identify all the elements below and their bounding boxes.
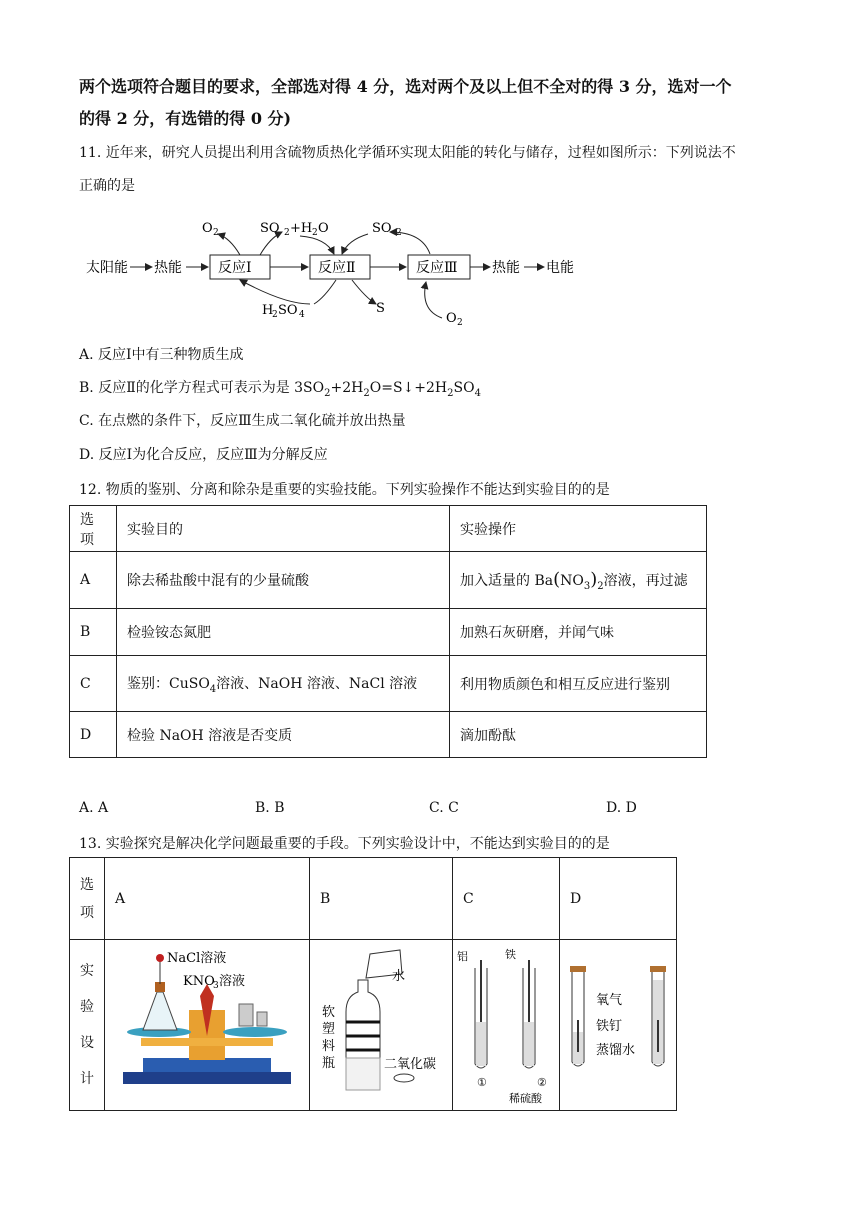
aluminum-label: 铝 — [457, 950, 468, 963]
figure-a-balance — [105, 940, 309, 1106]
q11-stem-line-2: 正确的是 — [79, 178, 135, 194]
svg-text:②: ② — [537, 1076, 547, 1089]
header-operation: 实验操作 — [450, 506, 707, 552]
h2so4-label: H — [262, 303, 274, 318]
q12-stem: 12. 物质的鉴别、分离和除杂是重要的实验技能。下列实验操作不能达到实验目的的是 — [79, 482, 610, 498]
solar-energy-label: 太阳能 — [86, 260, 128, 276]
figure-b-bottle — [310, 940, 452, 1106]
q11-cycle-diagram — [70, 210, 600, 330]
water-label: 水 — [392, 969, 406, 984]
q11-option-c: C. 在点燃的条件下，反应Ⅲ生成二氧化硫并放出热量 — [79, 413, 406, 429]
svg-text:2: 2 — [284, 228, 290, 238]
iron-label: 铁 — [505, 948, 516, 961]
instruction-line-1: 两个选项符合题目的要求，全部选对得 4 分，选对两个及以上但不全对的得 3 分，选对一个 — [79, 77, 732, 96]
heat-energy-label-1: 热能 — [154, 260, 182, 276]
q12-answer-c: C. C — [429, 800, 459, 816]
table-row: A 除去稀盐酸中混有的少量硫酸 加入适量的 $Ba(NO_3)_2$溶液，再过滤 — [70, 552, 707, 609]
table-row: B 检验铵态氮肥 加熟石灰研磨，并闻气味 — [70, 609, 707, 656]
svg-text:+H: +H — [290, 221, 313, 236]
table-row: 实 验 设 计 NaCl溶液 KNO 3 溶液 水 软 塑 料 瓶 二氧化碳 铝 铁 ① ② 稀硫酸 氧气 铁钉 蒸馏水 — [70, 940, 677, 1111]
q11-option-b: B. 反应Ⅱ的化学方程式可表示为是 $3SO_2+2H_2O=S↓+2H_2SO_4$ — [79, 380, 481, 399]
svg-text:瓶: 瓶 — [322, 1056, 336, 1071]
svg-text:2: 2 — [213, 228, 219, 238]
q12-answer-b: B. B — [255, 800, 285, 816]
q12-answer-d: D. D — [606, 800, 637, 816]
so2-h2o-top-label: SO — [260, 221, 280, 236]
table-header-row — [70, 506, 707, 552]
q11-option-a: A. 反应Ⅰ中有三种物质生成 — [79, 347, 244, 363]
svg-text:2: 2 — [272, 310, 278, 320]
sulfur-label: S — [376, 301, 385, 316]
o2-bottom-label: O — [446, 311, 457, 326]
svg-text:3: 3 — [213, 981, 219, 991]
reaction-3-label: 反应Ⅲ — [416, 260, 458, 276]
svg-text:软: 软 — [322, 1005, 336, 1020]
header-option: 选项 — [70, 506, 117, 552]
table-row: D 检验 NaOH 溶液是否变质 滴加酚酞 — [70, 712, 707, 758]
svg-text:①: ① — [477, 1076, 487, 1089]
svg-text:SO: SO — [278, 303, 298, 318]
so2-top-right-label: SO — [372, 221, 392, 236]
svg-text:O: O — [318, 221, 329, 236]
q13-table — [69, 857, 677, 1111]
svg-text:4: 4 — [299, 310, 305, 320]
q12-answer-a: A. A — [79, 800, 109, 816]
table-row: C 鉴别：CuSO$_4$溶液、NaOH 溶液、NaCl 溶液 利用物质颜色和相互反应进行鉴别 — [70, 656, 707, 712]
svg-text:2: 2 — [457, 318, 463, 328]
heat-energy-label-2: 热能 — [492, 260, 520, 276]
q13-stem: 13. 实验探究是解决化学问题最重要的手段。下列实验设计中，不能达到实验目的的是 — [79, 836, 610, 852]
q12-table — [69, 505, 707, 758]
oxygen-label: 氧气 — [596, 993, 623, 1008]
reaction-1-label: 反应Ⅰ — [218, 260, 252, 276]
svg-text:塑: 塑 — [322, 1022, 336, 1037]
kno3-solution-label: KNO — [183, 974, 215, 989]
co2-label: 二氧化碳 — [384, 1057, 437, 1072]
figure-c-tubes — [453, 940, 559, 1106]
svg-text:料: 料 — [322, 1039, 336, 1054]
o2-top-label: O — [202, 221, 213, 236]
instruction-line-2: 的得 2 分，有选错的得 0 分) — [79, 109, 292, 128]
q11-option-d: D. 反应Ⅰ为化合反应，反应Ⅲ为分解反应 — [79, 447, 328, 463]
header-goal: 实验目的 — [117, 506, 450, 552]
figure-d-tubes — [560, 940, 676, 1106]
iron-nail-label: 铁钉 — [596, 1019, 623, 1034]
table-header-row: 选 项 A B C D — [70, 858, 677, 940]
svg-text:溶液: 溶液 — [219, 974, 246, 989]
q11-stem-line-1: 11. 近年来，研究人员提出利用含硫物质热化学循环实现太阳能的转化与储存，过程如图所示：下列说法不 — [79, 145, 736, 161]
electric-energy-label: 电能 — [546, 260, 574, 276]
reaction-2-label: 反应Ⅱ — [318, 260, 356, 276]
dilute-acid-label: 稀硫酸 — [509, 1092, 542, 1105]
svg-text:2: 2 — [396, 228, 402, 238]
svg-text:2: 2 — [312, 228, 318, 238]
nacl-solution-label: NaCl溶液 — [167, 951, 227, 966]
distilled-water-label: 蒸馏水 — [596, 1043, 636, 1058]
